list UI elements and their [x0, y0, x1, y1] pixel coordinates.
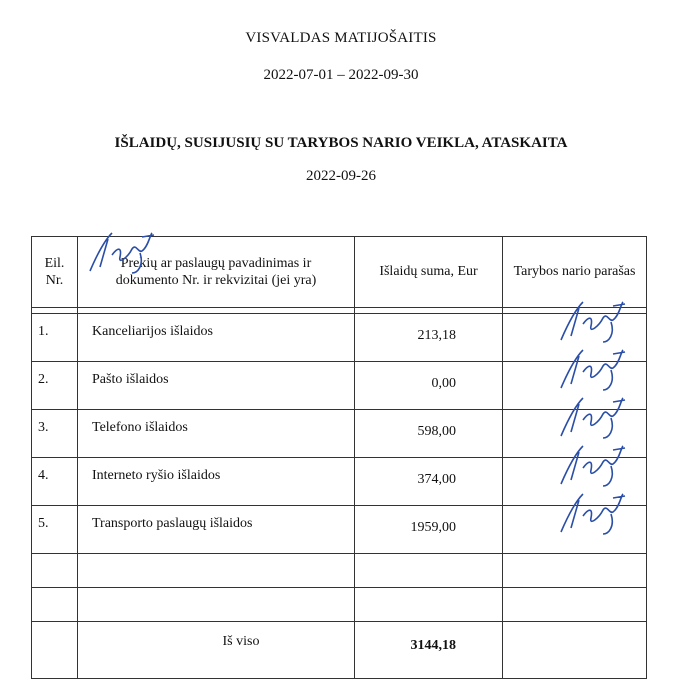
header-description: Prekių ar paslaugų pavadinimas ir dokumento Nr. ir rekvizitai (jei yra)	[78, 237, 355, 308]
row-amount: 374,00	[355, 458, 503, 506]
report-title: IŠLAIDŲ, SUSIJUSIŲ SU TARYBOS NARIO VEIKLA, ATASKAITA	[114, 135, 568, 151]
header-amount: Išlaidų suma, Eur	[355, 237, 503, 308]
signature-image	[553, 344, 633, 394]
empty-row	[32, 588, 647, 622]
row-description: Telefono išlaidos	[78, 410, 355, 458]
signature-image	[82, 227, 162, 277]
total-label: Iš viso	[78, 622, 355, 679]
row-number: 4.	[32, 458, 78, 506]
signature-cell	[503, 622, 647, 679]
row-number: 1.	[32, 314, 78, 362]
row-description: Interneto ryšio išlaidos	[78, 458, 355, 506]
person-name: VISVALDAS MATIJOŠAITIS	[245, 30, 437, 46]
signature-image	[553, 296, 633, 346]
header-signature: Tarybos nario parašas	[503, 237, 647, 308]
row-description: Kanceliarijos išlaidos	[78, 314, 355, 362]
report-period: 2022-07-01 – 2022-09-30	[263, 67, 419, 83]
signature-cell	[503, 506, 647, 554]
row-number: 5.	[32, 506, 78, 554]
row-number: 2.	[32, 362, 78, 410]
header-number: Eil. Nr.	[32, 237, 78, 308]
total-amount: 3144,18	[355, 622, 503, 679]
row-amount: 213,18	[355, 314, 503, 362]
expense-table	[31, 236, 647, 679]
total-row	[32, 622, 647, 679]
empty-row	[32, 554, 647, 588]
row-description: Pašto išlaidos	[78, 362, 355, 410]
row-amount: 1959,00	[355, 506, 503, 554]
row-amount: 598,00	[355, 410, 503, 458]
signature-image	[553, 392, 633, 442]
row-description: Transporto paslaugų išlaidos	[78, 506, 355, 554]
signature-image	[553, 488, 633, 538]
report-date: 2022-09-26	[306, 168, 376, 184]
row-amount: 0,00	[355, 362, 503, 410]
row-number: 3.	[32, 410, 78, 458]
table-row	[32, 506, 647, 554]
signature-image	[553, 440, 633, 490]
